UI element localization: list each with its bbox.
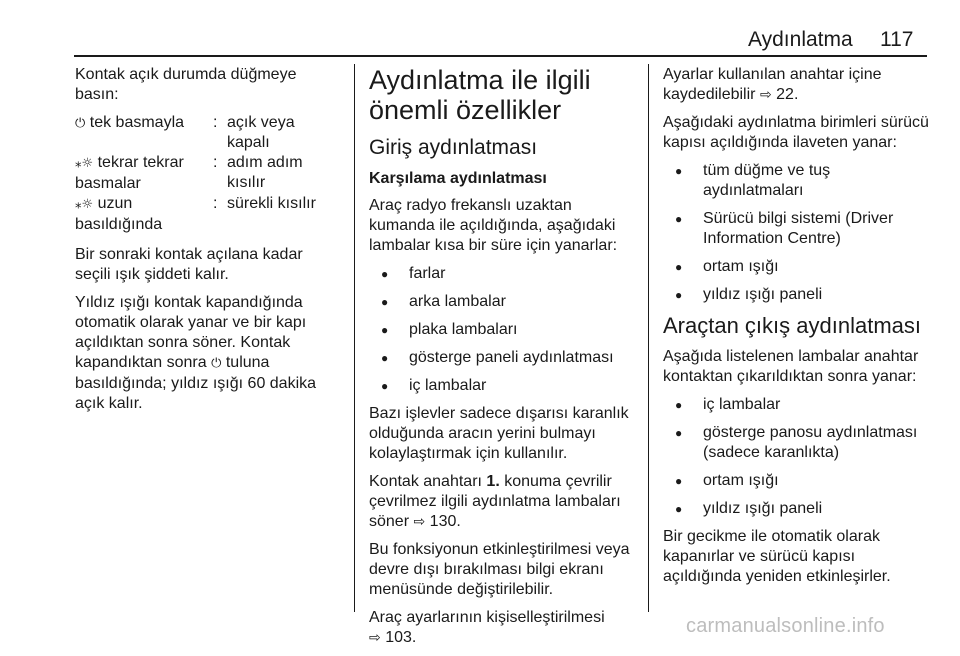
key-settings-paragraph: Ayarlar kullanılan anahtar içine kaydedilebilir ⇨ 22. <box>663 66 882 103</box>
watermark: carmanualsonline.info <box>686 615 885 637</box>
starlight-paragraph: Yıldız ışığı kontak kapandığında otomatik olarak yanar ve bir kapı açıldıktan sonra söner. Kontak kapandıktan sonra ⏻ tuluna basıldığında; yıldız ışığı 60 dakika açık kalır. <box>75 294 317 412</box>
page-reference-link[interactable]: 22. <box>776 86 799 103</box>
list-item: ● ortam ışığı <box>663 471 929 491</box>
press-row <box>75 194 341 235</box>
press-value: açık veya kapalı <box>227 114 295 151</box>
list-item: ● arka lambalar <box>369 292 633 312</box>
press-key-label: tekrar tekrar basmalar <box>75 154 184 192</box>
column-divider-right <box>648 64 649 612</box>
power-icon: ⏻ <box>75 116 86 131</box>
page-reference-icon: ⇨ <box>413 514 426 530</box>
exit-lighting-paragraph: Aşağıda listelenen lambalar anahtar kontaktan çıkarıldıktan sonra yanar: <box>663 348 919 385</box>
press-key <box>75 194 213 235</box>
page-reference-icon: ⇨ <box>759 87 772 103</box>
personalization-paragraph: Araç ayarlarının kişiselleştirilmesi ⇨ 103. <box>369 609 605 646</box>
dark-function-paragraph: Bazı işlevler sadece dışarısı karanlık olduğunda aracın yerini bulmayı kolaylaştırmak için kullanılır. <box>369 405 629 462</box>
exit-lighting-heading: Araçtan çıkış aydınlatması <box>663 313 921 338</box>
press-row <box>75 153 341 194</box>
press-row <box>75 113 341 153</box>
header-rule <box>74 55 927 57</box>
list-item: ● tüm düğme ve tuş aydınlatmaları <box>663 161 929 201</box>
press-sep: : <box>213 195 218 212</box>
section-title: Aydınlatma <box>748 28 853 51</box>
press-key <box>75 113 213 153</box>
page-reference-link[interactable]: 130. <box>429 513 461 530</box>
list-item: ● Sürücü bilgi sistemi (Driver Information Centre) <box>663 209 929 249</box>
press-key-label: tek basmayla <box>89 114 185 131</box>
page-number: 117 <box>880 28 914 51</box>
column-divider-left <box>354 64 355 612</box>
press-sep: : <box>213 114 218 131</box>
brightness-paragraph: Bir sonraki kontak açılana kadar seçili ışık şiddeti kalır. <box>75 246 303 283</box>
power-icon: ⏻ <box>211 356 222 371</box>
section-heading: Aydınlatma ile ilgili önemli özellikler <box>369 65 591 125</box>
middle-column <box>369 65 633 656</box>
welcome-lamp-list <box>369 264 633 396</box>
list-item: ● iç lambalar <box>369 376 633 396</box>
door-lamp-list <box>663 161 929 305</box>
right-column <box>663 65 929 595</box>
press-sep: : <box>213 154 218 171</box>
list-item: ● iç lambalar <box>663 395 929 415</box>
interior-light-icon: ⁎☼ <box>75 156 94 171</box>
list-item: ● farlar <box>369 264 633 284</box>
press-table <box>75 113 341 235</box>
list-item: ● gösterge paneli aydınlatması <box>369 348 633 368</box>
subsection-heading: Giriş aydınlatması <box>369 136 538 159</box>
list-item: ● ortam ışığı <box>663 257 929 277</box>
list-item: ● gösterge panosu aydınlatması (sadece karanlıkta) <box>663 423 929 463</box>
press-key <box>75 153 213 194</box>
toggle-paragraph: Bu fonksiyonun etkinleştirilmesi veya devre dışı bırakılması bilgi ekranı menüsünde değiştirilebilir. <box>369 541 630 598</box>
interior-light-icon: ⁎☼ <box>75 197 94 212</box>
exit-lamp-list <box>663 395 929 519</box>
page-reference-link[interactable]: 103. <box>385 629 417 646</box>
delay-paragraph: Bir gecikme ile otomatik olarak kapanırlar ve sürücü kapısı açıldığında yeniden etkinleşirler. <box>663 528 891 585</box>
intro-paragraph: Kontak açık durumda düğmeye basın: <box>75 66 297 103</box>
ignition-paragraph: Kontak anahtarı 1. konuma çevrilir çevrilmez ilgili aydınlatma lambaları söner ⇨ 130. <box>369 473 621 530</box>
list-item: ● yıldız ışığı paneli <box>663 285 929 305</box>
driver-door-paragraph: Aşağıdaki aydınlatma birimleri sürücü kapısı açıldığında ilaveten yanar: <box>663 114 929 151</box>
list-item: ● yıldız ışığı paneli <box>663 499 929 519</box>
left-column <box>75 65 341 422</box>
subsubsection-heading: Karşılama aydınlatması <box>369 170 547 187</box>
page-reference-icon: ⇨ <box>369 630 381 646</box>
press-key-label: uzun basıldığında <box>75 195 163 233</box>
press-value: sürekli kısılır <box>227 195 316 212</box>
welcome-paragraph: Araç radyo frekanslı uzaktan kumanda ile açıldığında, aşağıdaki lambalar kısa bir süre için yanarlar: <box>369 197 618 254</box>
list-item: ● plaka lambaları <box>369 320 633 340</box>
press-value: adım adım kısılır <box>227 154 303 191</box>
